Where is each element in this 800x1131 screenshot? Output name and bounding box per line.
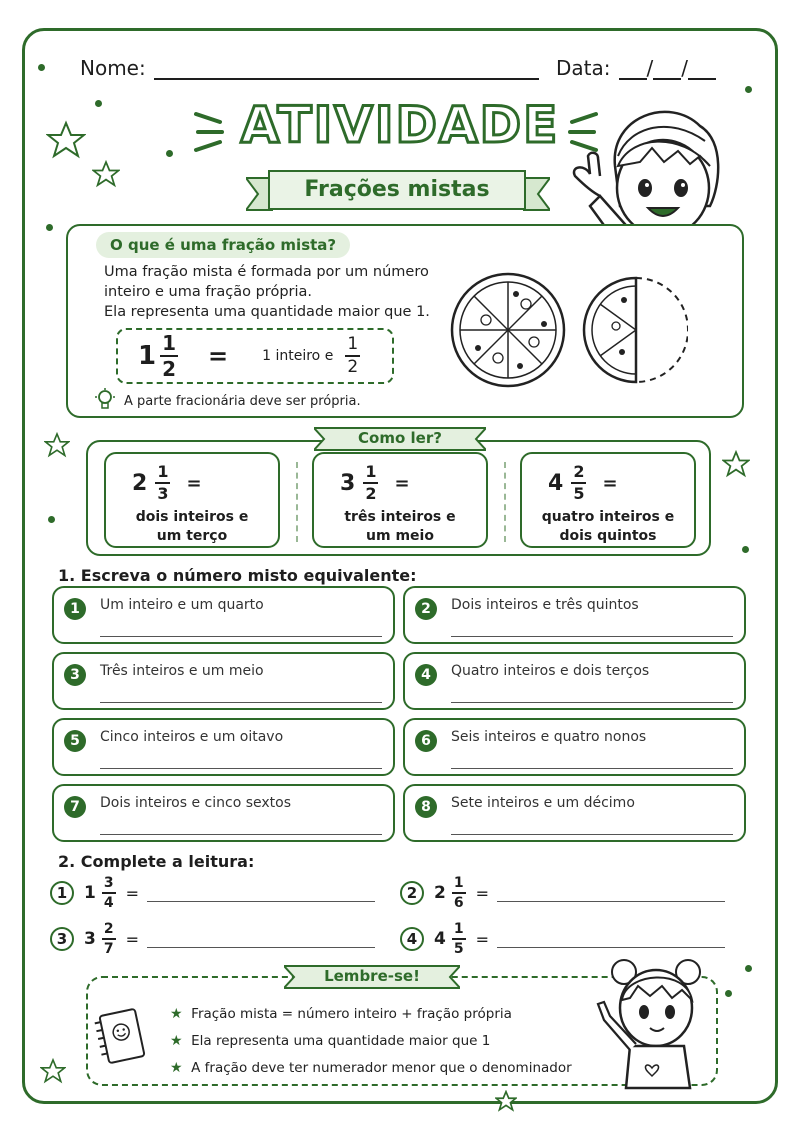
reading-exercise-item bbox=[50, 922, 375, 956]
reading-equals: = bbox=[125, 883, 139, 903]
mixed-whole: 4 bbox=[434, 929, 446, 949]
name-label: Nome: bbox=[80, 56, 146, 80]
example-text-fraction bbox=[345, 336, 360, 376]
reading-text-line: um terço bbox=[156, 527, 228, 544]
reading-whole: 4 bbox=[548, 470, 564, 496]
item-number-badge: 3 bbox=[50, 927, 74, 951]
star-bullet-icon: ★ bbox=[170, 1006, 183, 1022]
fraction-numerator: 1 bbox=[453, 875, 464, 891]
reading-equals: = bbox=[125, 929, 139, 949]
fraction-numerator: 1 bbox=[157, 462, 169, 481]
answer-line[interactable] bbox=[451, 636, 733, 637]
reading-equals: = bbox=[394, 472, 410, 494]
date-day-line[interactable] bbox=[619, 78, 647, 80]
item-prompt: Quatro inteiros e dois terços bbox=[451, 663, 650, 679]
example-text: 1 inteiro e bbox=[262, 348, 334, 364]
reading-fraction bbox=[571, 464, 586, 502]
reading-fraction bbox=[155, 464, 170, 502]
exercise-item bbox=[52, 586, 395, 644]
item-number-badge: 5 bbox=[64, 730, 86, 752]
item-number-badge: 7 bbox=[64, 796, 86, 818]
reminder-item bbox=[170, 1055, 572, 1082]
item-number-badge: 4 bbox=[400, 927, 424, 951]
date-year-line[interactable] bbox=[688, 78, 716, 80]
item-number-badge: 1 bbox=[64, 598, 86, 620]
decor-dot bbox=[745, 965, 752, 972]
fraction-denominator: 5 bbox=[453, 941, 464, 957]
reading-exercise-item bbox=[50, 876, 375, 910]
answer-line[interactable] bbox=[100, 636, 382, 637]
definition-text bbox=[104, 262, 430, 322]
answer-line[interactable] bbox=[100, 702, 382, 703]
example-whole: 1 bbox=[138, 341, 157, 371]
answer-line[interactable] bbox=[147, 901, 375, 902]
item-number-badge: 3 bbox=[64, 664, 86, 686]
answer-line[interactable] bbox=[100, 768, 382, 769]
exercise-item bbox=[52, 652, 395, 710]
star-icon bbox=[92, 160, 120, 188]
item-number-badge: 4 bbox=[415, 664, 437, 686]
reading-text-line: um meio bbox=[366, 527, 434, 544]
star-icon bbox=[40, 1058, 66, 1084]
answer-line[interactable] bbox=[451, 768, 733, 769]
reading-text-line: dois inteiros e bbox=[135, 509, 249, 525]
item-number-badge: 2 bbox=[415, 598, 437, 620]
fraction-numerator: 3 bbox=[103, 875, 114, 891]
name-line[interactable] bbox=[154, 78, 539, 80]
mixed-fraction bbox=[102, 922, 116, 956]
definition-tip: A parte fracionária deve ser própria. bbox=[124, 394, 361, 409]
date-field[interactable] bbox=[556, 56, 716, 80]
fraction-numerator: 2 bbox=[103, 921, 114, 937]
example-box bbox=[116, 328, 394, 384]
reading-equals: = bbox=[186, 472, 202, 494]
definition-line: Ela representa uma quantidade maior que 1. bbox=[104, 304, 430, 320]
star-icon bbox=[495, 1090, 517, 1112]
pizza-illustration-icon bbox=[448, 270, 688, 390]
reminder-text: Fração mista = número inteiro + fração própria bbox=[191, 1006, 512, 1022]
fraction-numerator: 1 bbox=[162, 331, 177, 355]
name-field[interactable] bbox=[80, 56, 539, 80]
how-to-read-heading: Como ler? bbox=[358, 429, 442, 447]
item-prompt: Seis inteiros e quatro nonos bbox=[451, 729, 647, 745]
star-icon bbox=[46, 120, 86, 160]
answer-line[interactable] bbox=[100, 834, 382, 835]
fraction-denominator: 3 bbox=[157, 484, 169, 503]
reminder-heading: Lembre-se! bbox=[324, 967, 420, 985]
fraction-denominator: 6 bbox=[453, 895, 464, 911]
reminder-list bbox=[170, 1001, 572, 1082]
decor-dot bbox=[745, 86, 752, 93]
exercise1-heading: 1. Escreva o número misto equivalente: bbox=[58, 566, 417, 585]
star-icon bbox=[722, 450, 750, 478]
decor-dot bbox=[95, 100, 102, 107]
mixed-fraction bbox=[102, 876, 116, 910]
star-bullet-icon: ★ bbox=[170, 1060, 183, 1076]
mixed-whole: 2 bbox=[434, 883, 446, 903]
reading-whole: 3 bbox=[340, 470, 356, 496]
answer-line[interactable] bbox=[451, 834, 733, 835]
reading-text-line: três inteiros e bbox=[344, 509, 456, 525]
mixed-whole: 1 bbox=[84, 883, 96, 903]
reading-text-line: quatro inteiros e bbox=[541, 509, 675, 525]
star-icon bbox=[44, 432, 70, 458]
reading-fraction bbox=[363, 464, 378, 502]
date-month-line[interactable] bbox=[653, 78, 681, 80]
reading-equals: = bbox=[475, 929, 489, 949]
exercise-item bbox=[403, 652, 746, 710]
definition-line: inteiro e uma fração própria. bbox=[104, 284, 313, 300]
exercise-item bbox=[403, 586, 746, 644]
fraction-denominator: 7 bbox=[103, 941, 114, 957]
reading-text-line: dois quintos bbox=[559, 527, 657, 544]
fraction-numerator: 2 bbox=[573, 462, 585, 481]
definition-heading: O que é uma fração mista? bbox=[96, 232, 350, 258]
item-prompt: Dois inteiros e três quintos bbox=[451, 597, 639, 613]
item-prompt: Três inteiros e um meio bbox=[100, 663, 264, 679]
star-bullet-icon: ★ bbox=[170, 1033, 183, 1049]
reading-card bbox=[312, 452, 488, 548]
exercise-item bbox=[403, 784, 746, 842]
fraction-denominator: 2 bbox=[365, 484, 377, 503]
girl-character-icon bbox=[586, 950, 716, 1090]
reading-exercise-item bbox=[400, 876, 725, 910]
reminder-text: A fração deve ter numerador menor que o denominador bbox=[191, 1060, 572, 1076]
fraction-denominator: 2 bbox=[347, 357, 359, 377]
item-number-badge: 2 bbox=[400, 881, 424, 905]
divider bbox=[504, 462, 506, 542]
fraction-numerator: 1 bbox=[347, 334, 359, 354]
item-prompt: Sete inteiros e um décimo bbox=[451, 795, 635, 811]
mixed-whole: 3 bbox=[84, 929, 96, 949]
fraction-denominator: 5 bbox=[573, 484, 585, 503]
mixed-fraction bbox=[452, 922, 466, 956]
date-label: Data: bbox=[556, 56, 611, 80]
decor-dot bbox=[46, 224, 53, 231]
sparkle-left-icon bbox=[192, 106, 226, 156]
exercise-item bbox=[52, 784, 395, 842]
date-slash: / bbox=[646, 56, 654, 80]
item-prompt: Cinco inteiros e um oitavo bbox=[100, 729, 284, 745]
divider bbox=[296, 462, 298, 542]
decor-dot bbox=[166, 150, 173, 157]
answer-line[interactable] bbox=[147, 947, 375, 948]
decor-dot bbox=[48, 516, 55, 523]
item-number-badge: 6 bbox=[415, 730, 437, 752]
item-number-badge: 1 bbox=[50, 881, 74, 905]
reminder-text: Ela representa uma quantidade maior que 1 bbox=[191, 1033, 491, 1049]
fraction-denominator: 4 bbox=[103, 895, 114, 911]
item-prompt: Um inteiro e um quarto bbox=[100, 597, 264, 613]
reading-whole: 2 bbox=[132, 470, 148, 496]
exercise2-heading: 2. Complete a leitura: bbox=[58, 852, 255, 871]
reminder-item bbox=[170, 1028, 572, 1055]
notebook-icon bbox=[94, 1004, 150, 1068]
fraction-denominator: 2 bbox=[162, 357, 177, 381]
item-prompt: Dois inteiros e cinco sextos bbox=[100, 795, 292, 811]
exercise-item bbox=[52, 718, 395, 776]
answer-line[interactable] bbox=[497, 947, 725, 948]
reading-card bbox=[104, 452, 280, 548]
reminder-item bbox=[170, 1001, 572, 1028]
fraction-numerator: 1 bbox=[365, 462, 377, 481]
exercise-item bbox=[403, 718, 746, 776]
page-title: ATIVIDADE bbox=[240, 96, 560, 154]
answer-line[interactable] bbox=[497, 901, 725, 902]
example-equals: = bbox=[208, 342, 229, 370]
decor-dot bbox=[725, 990, 732, 997]
mixed-fraction bbox=[452, 876, 466, 910]
definition-line: Uma fração mista é formada por um número bbox=[104, 264, 429, 280]
example-fraction bbox=[160, 333, 178, 379]
reading-equals: = bbox=[475, 883, 489, 903]
item-number-badge: 8 bbox=[415, 796, 437, 818]
decor-dot bbox=[742, 546, 749, 553]
date-slash: / bbox=[681, 56, 688, 80]
reading-equals: = bbox=[602, 472, 618, 494]
subtitle-ribbon: Frações mistas bbox=[268, 170, 526, 210]
fraction-numerator: 1 bbox=[453, 921, 464, 937]
decor-dot bbox=[38, 64, 45, 71]
lightbulb-icon bbox=[94, 388, 116, 412]
answer-line[interactable] bbox=[451, 702, 733, 703]
reading-card bbox=[520, 452, 696, 548]
